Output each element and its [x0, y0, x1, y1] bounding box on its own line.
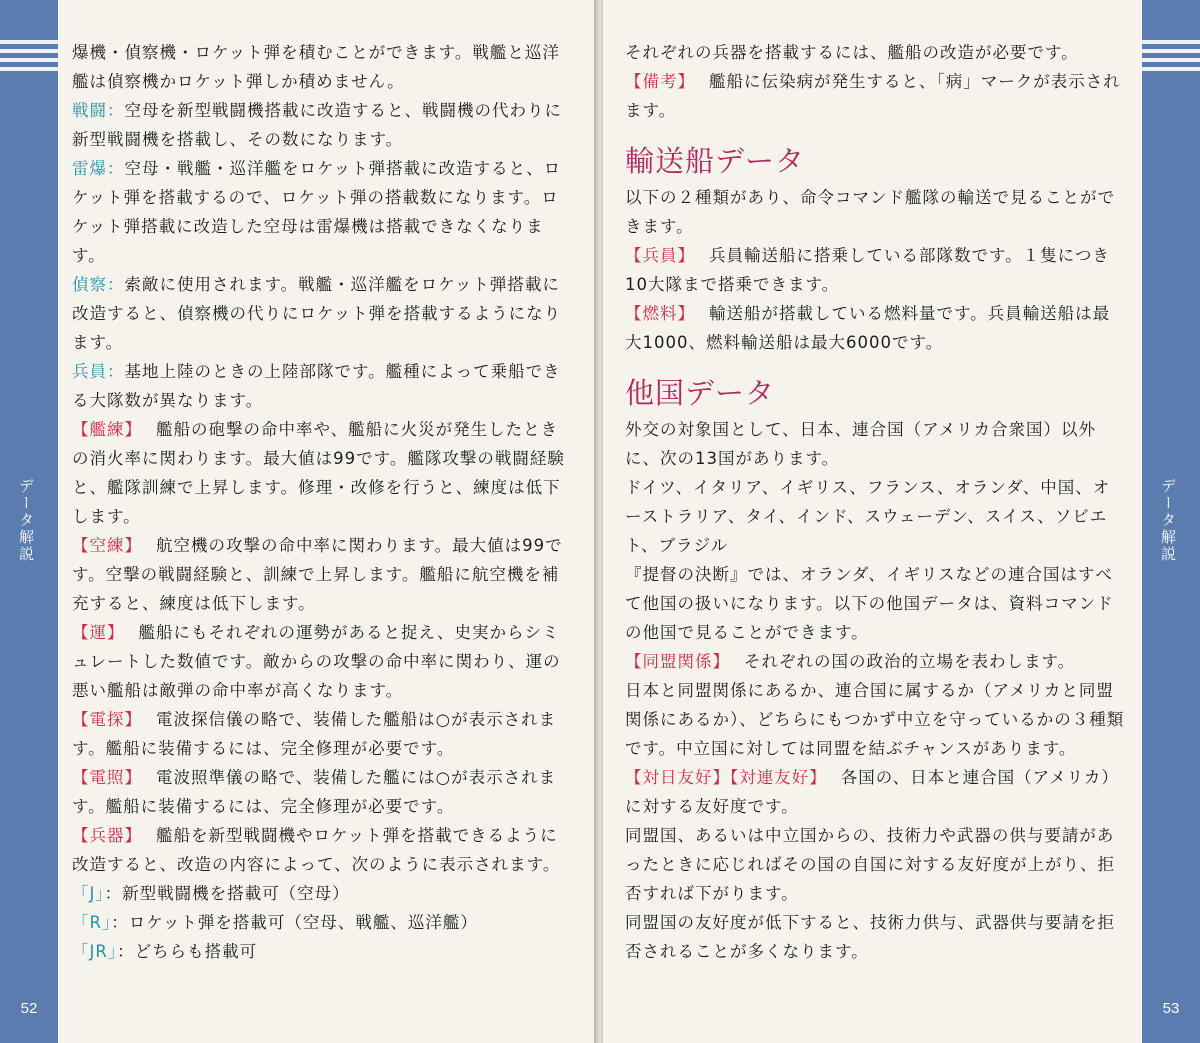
- paragraph: 偵察：索敵に使用されます。戦艦・巡洋艦をロケット弾搭載に改造すると、偵察機の代りにロケット弾を搭載するようになります。: [72, 275, 562, 352]
- band-stripes: [0, 40, 58, 76]
- term-label: 【備考】: [625, 72, 695, 91]
- paragraph: それぞれの兵器を搭載するには、艦船の改造が必要です。: [625, 43, 1079, 62]
- paragraph: 【備考】 艦船に伝染病が発生すると、「病」マークが表示されます。: [625, 72, 1121, 120]
- term-label: 【兵器】: [72, 826, 142, 845]
- paragraph: 雷爆：空母・戦艦・巡洋艦をロケット弾搭載に改造すると、ロケット弾を搭載するので、ロケット弾の搭載数になります。ロケット弾搭載に改造した空母は雷爆機は搭載できなくなります。: [72, 159, 562, 265]
- paragraph: 【艦練】 艦船の砲撃の命中率や、艦船に火災が発生したときの消火率に関わります。最大値は99です。艦隊攻撃の戦闘経験と、艦隊訓練で上昇します。修理・改修を行うと、練度は低下します。: [72, 420, 565, 526]
- code-label: 「J」: [72, 884, 105, 903]
- code-line: 「R」：ロケット弾を搭載可（空母、戦艦、巡洋艦）: [72, 913, 478, 932]
- term-label: 【空練】: [72, 536, 142, 555]
- paragraph: 兵員：基地上陸のときの上陸部隊です。艦種によって乗船できる大隊数が異なります。: [72, 362, 561, 410]
- section-heading-transport: 輸送船データ: [625, 144, 806, 178]
- code-line: 「J」：新型戦闘機を搭載可（空母）: [72, 884, 350, 903]
- paragraph: 【空練】 航空機の攻撃の命中率に関わります。最大値は99です。空撃の戦闘経験と、訓練で上昇します。艦船に航空機を補充すると、練度は低下します。: [72, 536, 563, 613]
- left-page: [0, 0, 597, 1043]
- right-text-column: [625, 38, 1125, 966]
- paragraph: 【電照】 電波照準儀の略で、装備した艦には○が表示されます。艦船に装備するには、完全修理が必要です。: [72, 768, 557, 816]
- section-label: データ解説: [1159, 478, 1177, 563]
- term-label: 【燃料】: [625, 304, 695, 323]
- paragraph: 同盟国、あるいは中立国からの、技術力や武器の供与要請があったときに応じればその国の自国に対する友好度が上がり、拒否すれば下がります。: [625, 826, 1115, 903]
- term-label: 【対日友好】【対連友好】: [625, 768, 827, 787]
- paragraph: 【対日友好】【対連友好】 各国の、日本と連合国（アメリカ）に対する友好度です。: [625, 768, 1119, 816]
- term-label: 【運】: [72, 623, 125, 642]
- code-label: 「R」: [72, 913, 112, 932]
- paragraph: 【同盟関係】 それぞれの国の政治的立場を表わします。: [625, 652, 1076, 671]
- section-label: データ解説: [17, 478, 35, 563]
- right-page: [603, 0, 1200, 1043]
- paragraph: 戦闘：空母を新型戦闘機搭載に改造すると、戦闘機の代わりに新型戦闘機を搭載し、その数になります。: [72, 101, 562, 149]
- term-label: 兵員：: [72, 362, 125, 381]
- band-stripes: [1142, 40, 1200, 76]
- term-label: 【兵員】: [625, 246, 695, 265]
- term-label: 【電探】: [72, 710, 142, 729]
- right-side-band: [1142, 0, 1200, 1043]
- paragraph: 以下の２種類があり、命令コマンド艦隊の輸送で見ることができます。: [625, 188, 1115, 236]
- code-line: 「JR」：どちらも搭載可: [72, 942, 258, 961]
- paragraph: 【兵器】 艦船を新型戦闘機やロケット弾を搭載できるように改造すると、改造の内容によって、次のように表示されます。: [72, 826, 561, 874]
- term-label: 偵察：: [72, 275, 125, 294]
- term-label: 雷爆：: [72, 159, 125, 178]
- code-label: 「JR」: [72, 942, 118, 961]
- term-label: 戦闘：: [72, 101, 125, 120]
- left-side-band: [0, 0, 58, 1043]
- left-text-column: [72, 38, 572, 966]
- paragraph: 爆機・偵察機・ロケット弾を積むことができます。戦艦と巡洋艦は偵察機かロケット弾しか積めません。: [72, 43, 560, 91]
- term-label: 【艦練】: [72, 420, 142, 439]
- section-heading-other-countries: 他国データ: [625, 376, 776, 410]
- term-label: 【同盟関係】: [625, 652, 730, 671]
- paragraph: 【運】 艦船にもそれぞれの運勢があると捉え、史実からシミュレートした数値です。敵からの攻撃の命中率に関わり、運の悪い艦船は敵弾の命中率が高くなります。: [72, 623, 561, 700]
- page-number: 53: [1162, 1000, 1180, 1017]
- paragraph: 外交の対象国として、日本、連合国（アメリカ合衆国）以外に、次の13国があります。: [625, 420, 1097, 468]
- paragraph: 【燃料】 輸送船が搭載している燃料量です。兵員輸送船は最大1000、燃料輸送船は最大6000です。: [625, 304, 1111, 352]
- paragraph: 同盟国の友好度が低下すると、技術力供与、武器供与要請を拒否されることが多くなります。: [625, 913, 1115, 961]
- paragraph: 【兵員】 兵員輸送船に搭乗している部隊数です。１隻につき10大隊まで搭乗できます。: [625, 246, 1110, 294]
- page-number: 52: [20, 1000, 38, 1017]
- paragraph: ドイツ、イタリア、イギリス、フランス、オランダ、中国、オーストラリア、タイ、インド、スウェーデン、スイス、ソビエト、ブラジル: [625, 478, 1111, 555]
- paragraph: 日本と同盟関係にあるか、連合国に属するか（アメリカと同盟関係にあるか）、どちらにもつかず中立を守っているかの３種類です。中立国に対しては同盟を結ぶチャンスがあります。: [625, 681, 1125, 758]
- term-label: 【電照】: [72, 768, 142, 787]
- paragraph: 『提督の決断』では、オランダ、イギリスなどの連合国はすべて他国の扱いになります。以下の他国データは、資料コマンドの他国で見ることができます。: [625, 565, 1114, 642]
- paragraph: 【電探】 電波探信儀の略で、装備した艦船は○が表示されます。艦船に装備するには、完全修理が必要です。: [72, 710, 557, 758]
